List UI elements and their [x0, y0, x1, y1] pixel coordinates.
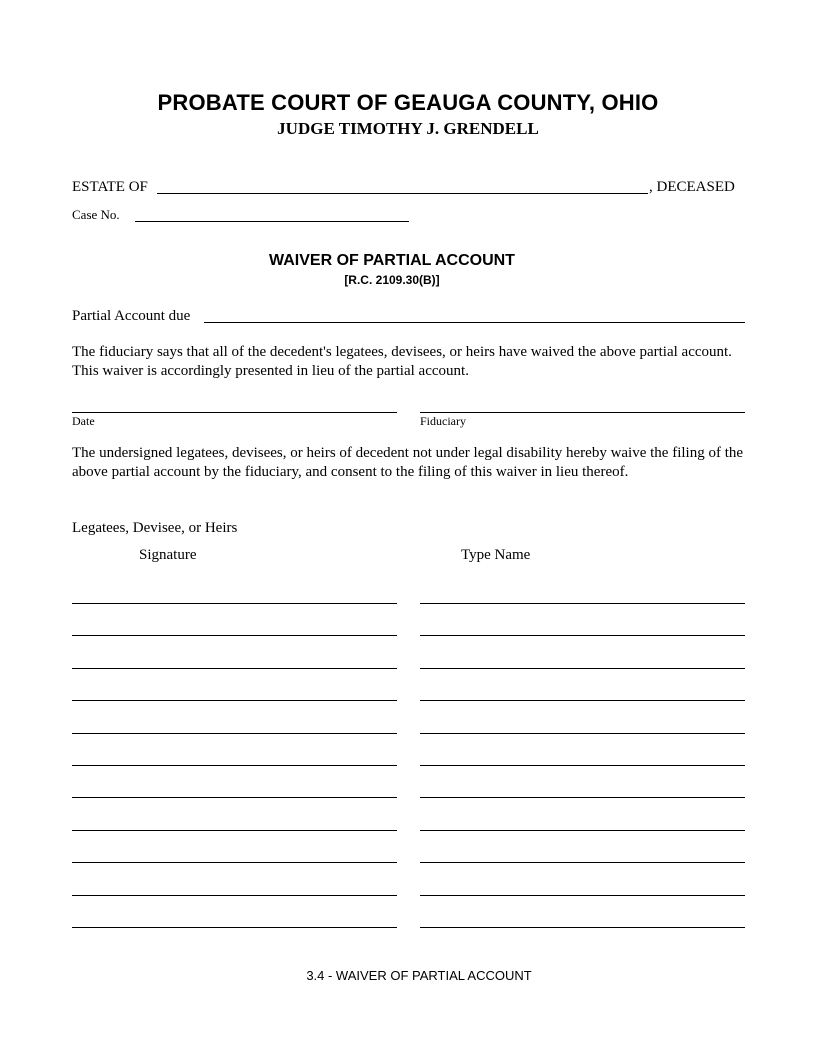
heir-type-name-line[interactable]: [420, 700, 745, 701]
fiduciary-statement: The fiduciary says that all of the decedent's legatees, devisees, or heirs have waived the above partial account. This waiver is accordingly presented in lieu of the partial account.: [72, 344, 732, 379]
heir-signature-line[interactable]: [72, 700, 397, 701]
deceased-label: , DECEASED: [649, 179, 735, 195]
estate-label: ESTATE OF: [72, 179, 148, 195]
heir-type-name-line[interactable]: [420, 635, 745, 636]
consent-statement: The undersigned legatees, devisees, or heirs of decedent not under legal disability hereby waive the filing of the above partial account by the fiduciary, and consent to the filing of this waiver in lieu thereof.: [72, 445, 744, 480]
heir-type-name-line[interactable]: [420, 797, 745, 798]
heir-signature-line[interactable]: [72, 635, 397, 636]
heir-signature-line[interactable]: [72, 668, 397, 669]
case-number-label: Case No.: [72, 207, 120, 222]
judge-name: JUDGE TIMOTHY J. GRENDELL: [277, 119, 539, 138]
heir-type-name-line[interactable]: [420, 927, 745, 928]
court-title: PROBATE COURT OF GEAUGA COUNTY, OHIO: [157, 90, 659, 115]
heir-signature-line[interactable]: [72, 603, 397, 604]
fiduciary-signature-line[interactable]: [420, 412, 745, 413]
heirs-heading: Legatees, Devisee, or Heirs: [72, 520, 238, 536]
type-name-column-header: Type Name: [461, 547, 531, 563]
heir-type-name-line[interactable]: [420, 733, 745, 734]
heir-type-name-line[interactable]: [420, 830, 745, 831]
case-number-field[interactable]: [135, 221, 409, 222]
heir-type-name-line[interactable]: [420, 603, 745, 604]
heir-type-name-line[interactable]: [420, 895, 745, 896]
heir-type-name-line[interactable]: [420, 765, 745, 766]
heir-signature-line[interactable]: [72, 927, 397, 928]
partial-account-field[interactable]: [204, 322, 745, 323]
heir-signature-line[interactable]: [72, 765, 397, 766]
partial-account-label: Partial Account due: [72, 308, 191, 324]
page-footer: 3.4 - WAIVER OF PARTIAL ACCOUNT: [306, 968, 532, 983]
form-title: WAIVER OF PARTIAL ACCOUNT: [269, 252, 515, 269]
heir-signature-line[interactable]: [72, 862, 397, 863]
heir-signature-line[interactable]: [72, 830, 397, 831]
heir-signature-line[interactable]: [72, 733, 397, 734]
heir-type-name-line[interactable]: [420, 862, 745, 863]
signature-column-header: Signature: [139, 547, 197, 563]
heir-signature-line[interactable]: [72, 895, 397, 896]
fiduciary-label: Fiduciary: [420, 414, 466, 428]
statute-citation: [R.C. 2109.30(B)]: [344, 273, 440, 287]
estate-field[interactable]: [157, 193, 648, 194]
date-label: Date: [72, 414, 95, 428]
heir-type-name-line[interactable]: [420, 668, 745, 669]
date-line[interactable]: [72, 412, 397, 413]
heir-signature-line[interactable]: [72, 797, 397, 798]
